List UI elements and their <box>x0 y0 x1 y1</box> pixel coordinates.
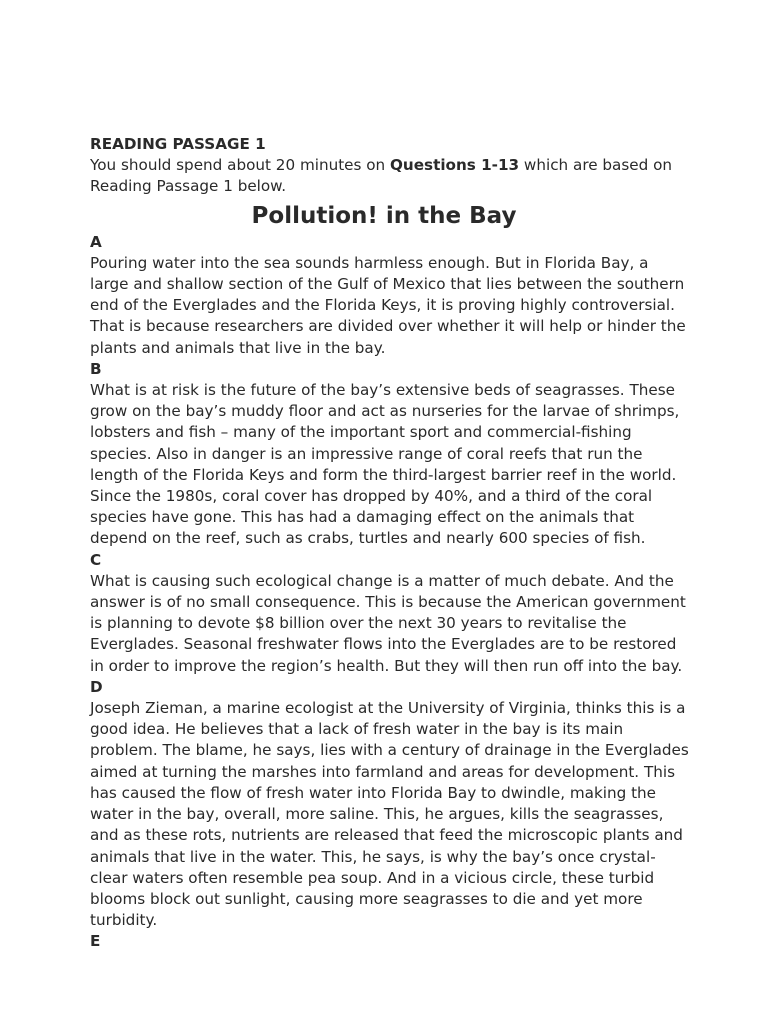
passage-title: Pollution! in the Bay <box>251 202 517 229</box>
intro-instructions <box>90 155 690 197</box>
section-letter-a: A <box>90 232 102 251</box>
section-paragraph-b: What is at risk is the future of the bay’s extensive beds of seagrasses. These grow on the bay’s muddy floor and act as nurseries for the larvae of shrimps, lobsters and fish – many of the important sport and commercial-fishing species. Also in danger is an impressive range of coral reefs that run the length of the Florida Keys and form the third-largest barrier reef in the world. Since the 1980s, coral cover has dropped by 40%, and a third of the coral species have gone. This has had a damaging effect on the animals that depend on the reef, such as crabs, turtles and nearly 600 species of fish. <box>90 381 680 548</box>
intro-text-before: You should spend about 20 minutes on <box>90 156 390 175</box>
intro-text-after: which are based on Reading Passage 1 below. <box>90 156 672 196</box>
section-letter-b: B <box>90 359 102 378</box>
section-letter-e: E <box>90 932 101 951</box>
intro-questions-range: Questions 1-13 <box>390 156 520 175</box>
passage-label: READING PASSAGE 1 <box>90 135 266 153</box>
section-paragraph-c: What is causing such ecological change is a matter of much debate. And the answer is of no small consequence. This is because the American government is planning to devote $8 billion over the next 30 years to revitalise the Everglades. Seasonal freshwater flows into the Everglades are to be restored in order to improve the region’s health. But they will then run off into the bay. <box>90 571 686 675</box>
section-paragraph-a: Pouring water into the sea sounds harmless enough. But in Florida Bay, a large and shallow section of the Gulf of Mexico that lies between the southern end of the Everglades and the Florida Keys, it is proving highly controversial. That is because researchers are divided over whether it will help or hinder the plants and animals that live in the bay. <box>90 253 686 357</box>
section-letter-c: C <box>90 550 102 569</box>
section-letter-d: D <box>90 677 103 696</box>
section-paragraph-d: Joseph Zieman, a marine ecologist at the University of Virginia, thinks this is a good idea. He believes that a lack of fresh water in the bay is its main problem. The blame, he says, lies with a century of drainage in the Everglades aimed at turning the marshes into farmland and areas for development. This has caused the flow of fresh water into Florida Bay to dwindle, making the water in the bay, overall, more saline. This, he argues, kills the seagrasses, and as these rots, nutrients are released that feed the microscopic plants and animals that live in the water. This, he says, is why the bay’s once crystal-clear waters often resemble pea soup. And in a vicious circle, these turbid blooms block out sunlight, causing more seagrasses to die and yet more turbidity. <box>90 699 689 930</box>
reading-passage-document <box>90 134 690 953</box>
